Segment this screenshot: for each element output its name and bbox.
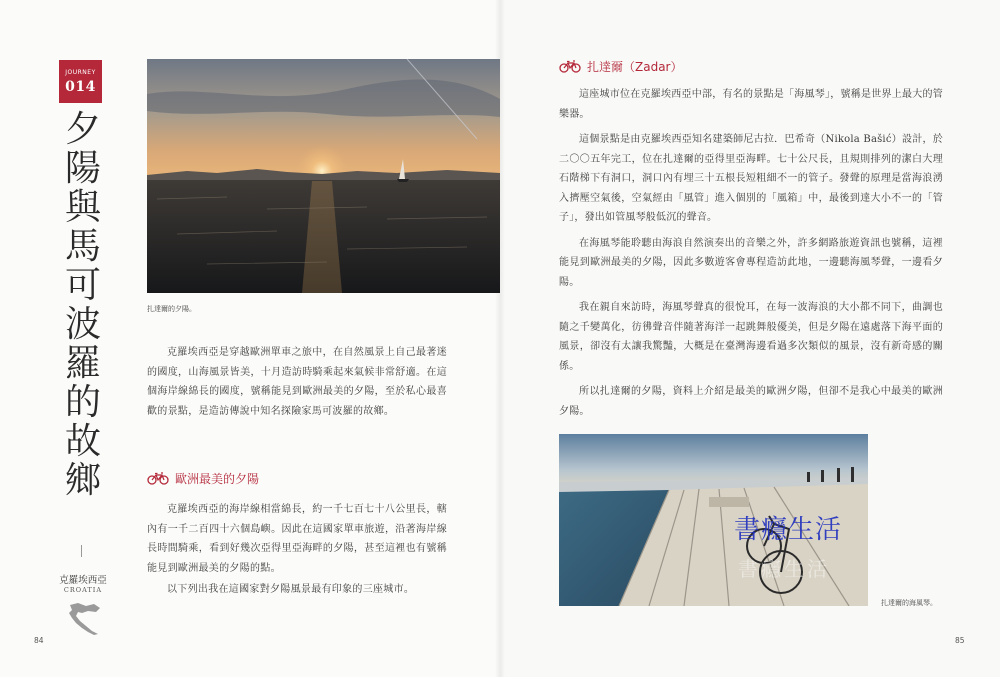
- zadar-paragraph: 這座城市位在克羅埃西亞中部，有名的景點是「海風琴」，號稱是世界上最大的管樂器。: [559, 89, 943, 120]
- section-heading-text: 扎達爾（Zadar）: [587, 60, 683, 74]
- vertical-title: [58, 110, 108, 500]
- bicycle-icon: [559, 60, 581, 73]
- title-char: 故: [64, 421, 101, 462]
- intro-paragraph: 克羅埃西亞是穿越歐洲單車之旅中，在自然風景上自己最著迷的國度，山海風景皆美，十月造訪時騎乘起來氣候非常舒適。在這個海岸線綿長的國度，號稱能見到歐洲最美的夕陽，至於私心最喜歡的景點，是造訪傳說中知名探險家馬可波羅的故鄉。: [147, 347, 447, 417]
- page-number-left: 84: [34, 636, 44, 645]
- zadar-paragraph: 在海風琴能聆聽由海浪自然演奏出的音樂之外，許多網路旅遊資訊也號稱，這裡能見到歐洲最美的夕陽，因此多數遊客會專程造訪此地，一邊聽海風琴聲，一邊看夕陽。: [559, 237, 943, 288]
- journey-badge: [59, 60, 102, 103]
- section-paragraph: 克羅埃西亞的海岸線相當綿長，約一千七百七十八公里長，轄內有一千二百四十六個島嶼。因此在這國家單車旅遊，沿著海岸線長時間騎乘，看到好幾次亞得里亞海畔的夕陽，甚至這裡也有號稱能見到歐洲最美的夕陽的點。: [147, 504, 447, 574]
- title-char: 夕: [64, 109, 101, 150]
- title-char: 的: [64, 382, 101, 423]
- zadar-text-column: [559, 85, 943, 427]
- title-char: 鄉: [64, 460, 101, 501]
- title-char: 可: [64, 265, 101, 306]
- sunset-photo: [147, 59, 500, 293]
- title-char: 波: [64, 304, 101, 345]
- watermark-text: 書癮生活: [734, 515, 843, 545]
- title-char: 與: [64, 187, 101, 228]
- zadar-paragraph: 我在親自來訪時，海風琴聲真的很悅耳，在每一波海浪的大小都不同下，曲調也隨之千變萬化，彷彿聲音伴隨著海洋一起跳舞般優美，但是夕陽在遠處落下海平面的風景，卻沒有太讓我驚豔，大概是在臺灣海邊看過多次類似的風景，沒有新奇感的關係。: [559, 302, 943, 372]
- bicycle-icon: [147, 472, 169, 485]
- page-number-right: 85: [955, 636, 965, 645]
- croatia-map-icon: [64, 601, 104, 637]
- journey-number: 014: [65, 79, 96, 95]
- country-name-en: CROATIA: [63, 586, 103, 594]
- title-char: 羅: [64, 343, 101, 384]
- section-heading-text: 歐洲最美的夕陽: [175, 472, 260, 486]
- title-char: 陽: [64, 148, 101, 189]
- zadar-paragraph: 所以扎達爾的夕陽，資料上介紹是最美的歐洲夕陽，但卻不是我心中最美的歐洲夕陽。: [559, 386, 943, 417]
- title-divider: [81, 545, 82, 557]
- section-heading-zadar: [559, 58, 682, 75]
- zadar-paragraph: 這個景點是由克羅埃西亞知名建築師尼古拉．巴希奇（Nikola Bašić）設計，於二〇〇五年完工，位在扎達爾的亞得里亞海畔。七十公尺長，且規則排列的潔白大理石階梯下有洞口，洞口內有埋三十五根長短粗細不一的管子。發聲的原理是當海浪湧入擠壓空氣後，空氣經由「風管」進入個別的「風箱」中，最後到達大小不一的「管子」，發出如管風琴般低沉的聲音。: [559, 134, 943, 223]
- sunset-caption: 扎達爾的夕陽。: [147, 305, 196, 313]
- journey-label: JOURNEY: [65, 69, 96, 76]
- country-name-zh: 克羅埃西亞: [59, 575, 107, 586]
- watermark-faint-text: 書癮生活: [738, 557, 830, 581]
- title-char: 馬: [64, 226, 101, 267]
- sea-organ-caption: 扎達爾的海風琴。: [881, 599, 937, 607]
- section-paragraph: 以下列出我在這國家對夕陽風景最有印象的三座城市。: [167, 584, 415, 595]
- section-heading-europe-sunset: [147, 470, 259, 487]
